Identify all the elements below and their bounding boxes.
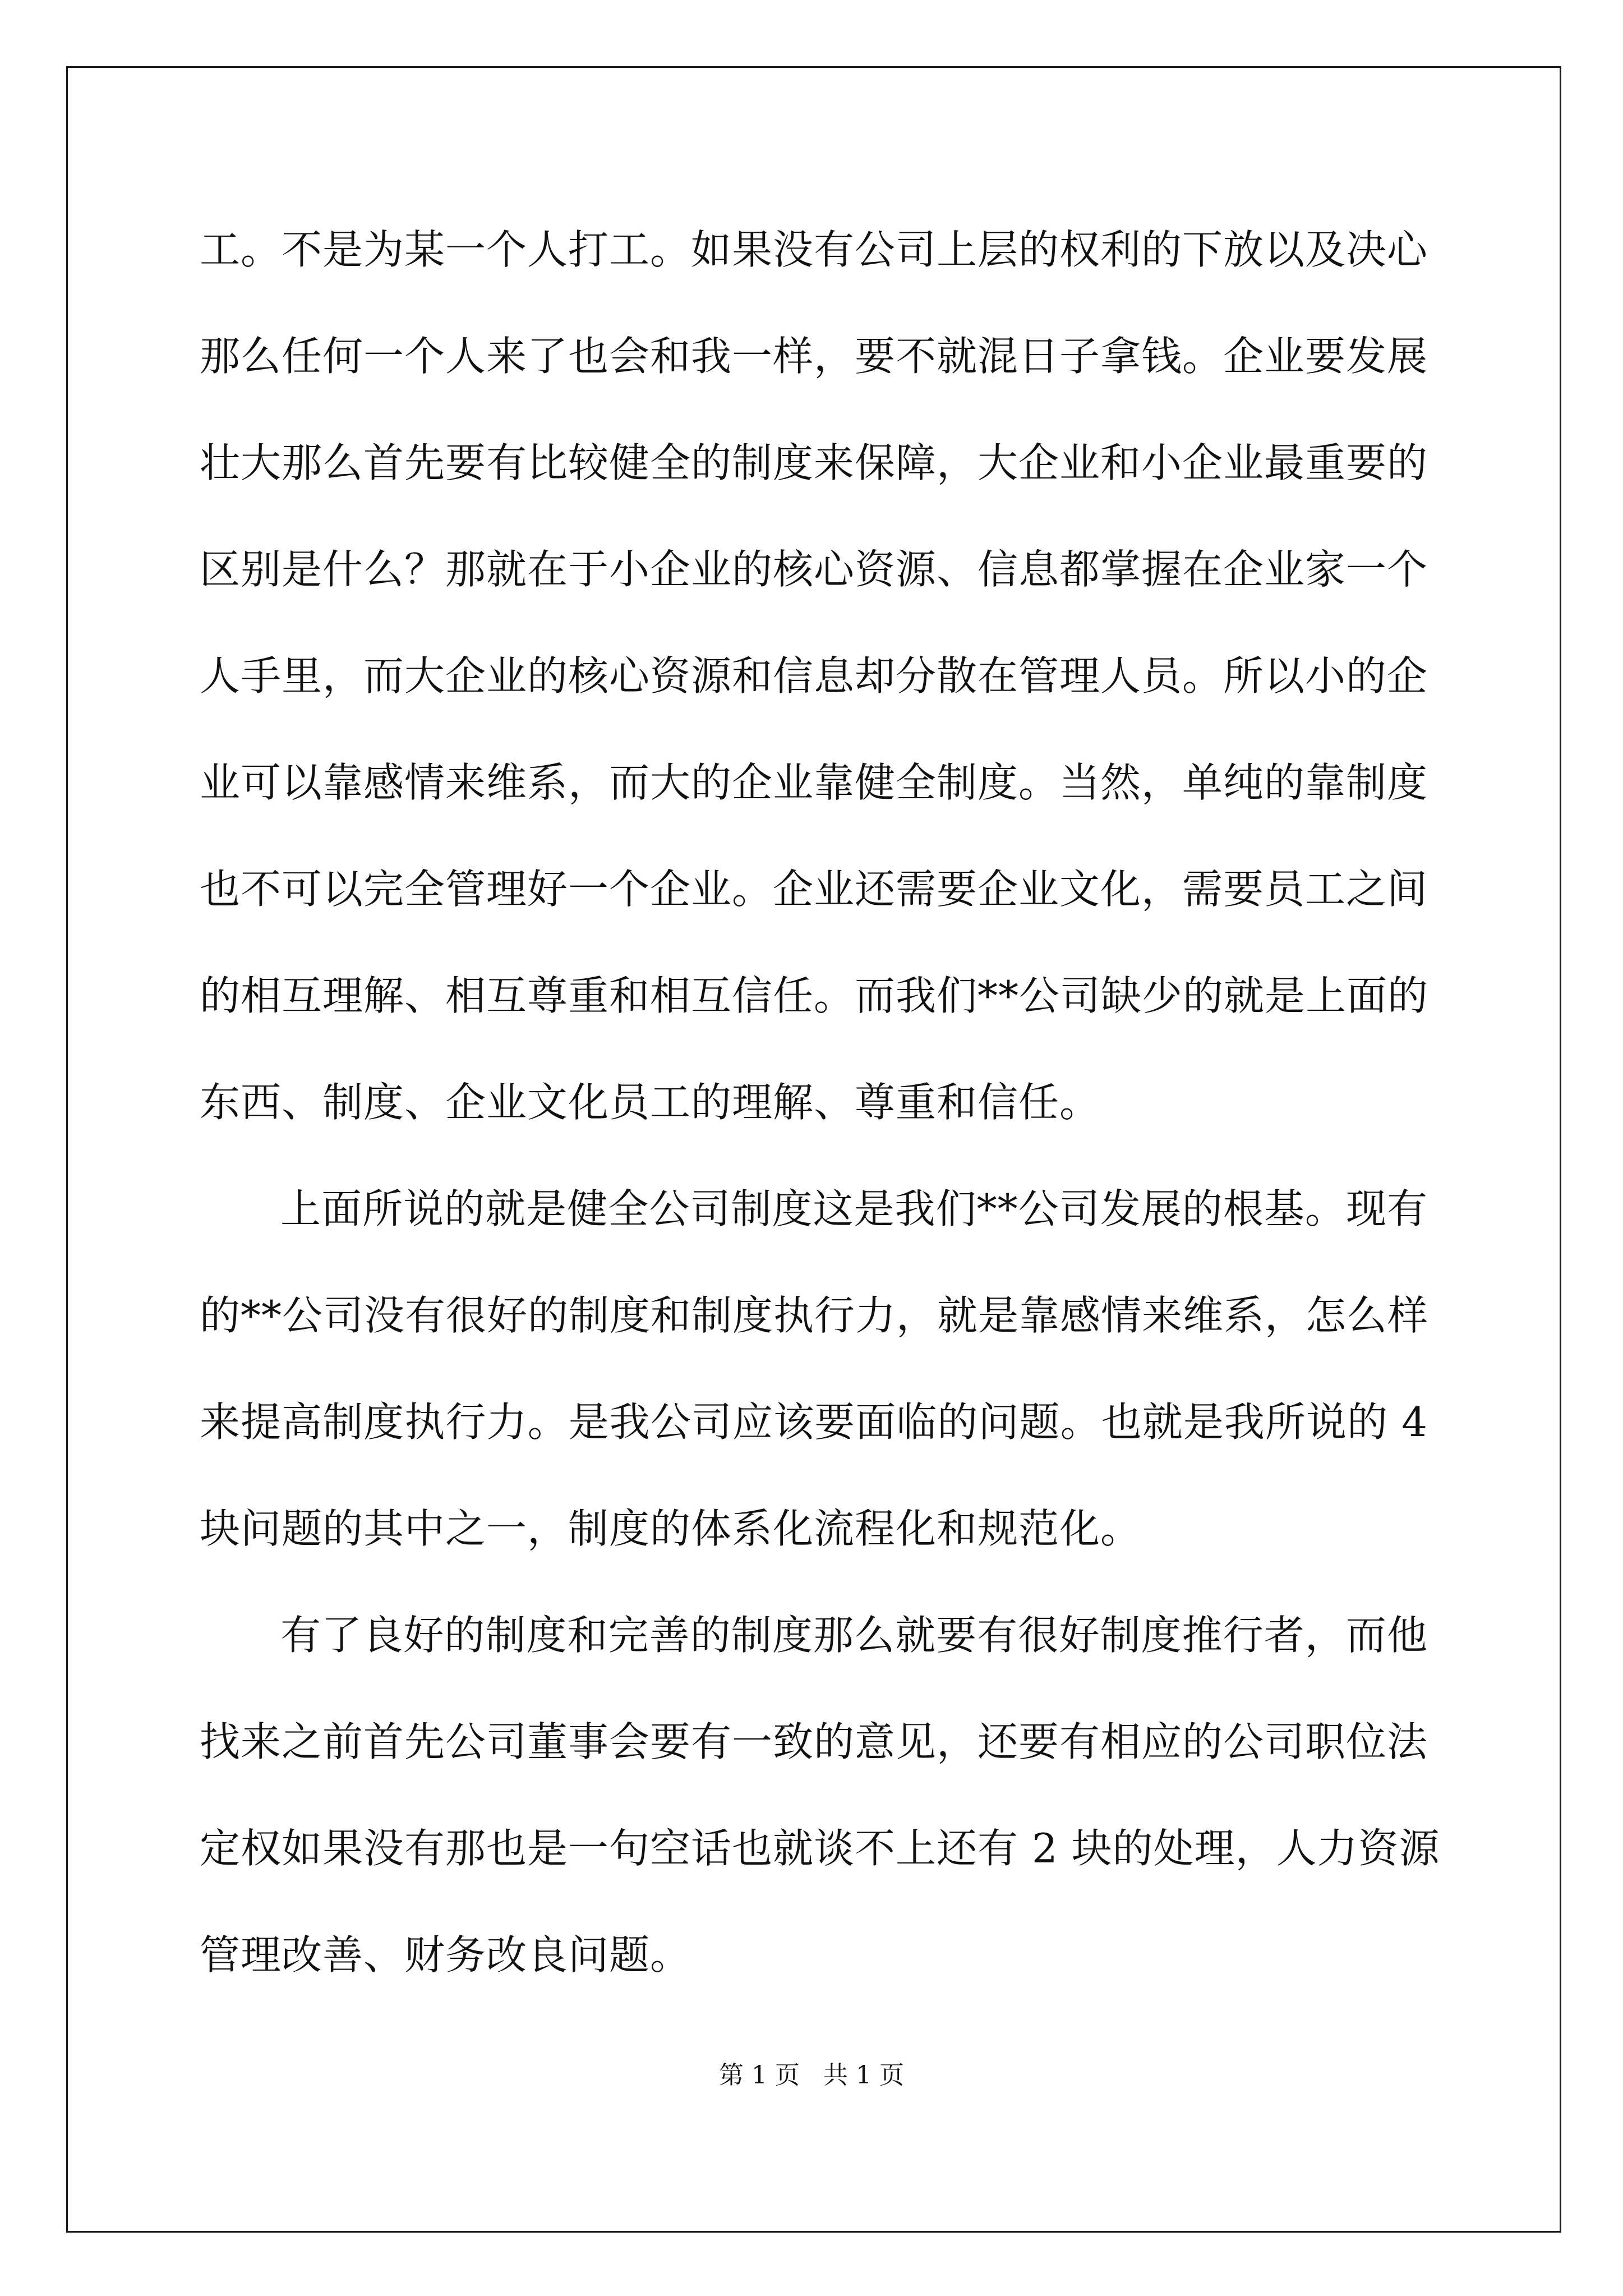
paragraph-1-line-1: 工。不是为某一个人打工。如果没有公司上层的权利的下放以及决心 xyxy=(200,226,1428,273)
paragraph-1-line-9: 东西、制度、企业文化员工的理解、尊重和信任。 xyxy=(200,1079,1101,1126)
paragraph-3-line-1: 有了良好的制度和完善的制度那么就要有很好制度推行者，而他 xyxy=(280,1612,1428,1659)
paragraph-1-line-2: 那么任何一个人来了也会和我一样，要不就混日子拿钱。企业要发展 xyxy=(200,333,1428,380)
paragraph-1-line-4: 区别是什么？那就在于小企业的核心资源、信息都掌握在企业家一个 xyxy=(200,546,1428,593)
paragraph-1-line-3: 壮大那么首先要有比较健全的制度来保障，大企业和小企业最重要的 xyxy=(200,439,1428,486)
paragraph-3-line-2: 找来之前首先公司董事会要有一致的意见，还要有相应的公司职位法 xyxy=(200,1718,1428,1765)
paragraph-1-line-6: 业可以靠感情来维系，而大的企业靠健全制度。当然，单纯的靠制度 xyxy=(200,759,1428,806)
paragraph-2-line-2: 的**公司没有很好的制度和制度执行力，就是靠感情来维系，怎么样 xyxy=(200,1292,1429,1339)
paragraph-2-line-1: 上面所说的就是健全公司制度这是我们**公司发展的根基。现有 xyxy=(280,1185,1428,1232)
page-border xyxy=(66,66,1561,2233)
paragraph-1-line-7: 也不可以完全管理好一个企业。企业还需要企业文化，需要员工之间 xyxy=(200,866,1428,913)
paragraph-1-line-5: 人手里，而大企业的核心资源和信息却分散在管理人员。所以小的企 xyxy=(200,652,1428,700)
paragraph-3-line-3: 定权如果没有那也是一句空话也就谈不上还有 2 块的处理，人力资源 xyxy=(200,1825,1440,1872)
paragraph-1-line-8: 的相互理解、相互尊重和相互信任。而我们**公司缺少的就是上面的 xyxy=(200,972,1429,1019)
paragraph-2-line-4: 块问题的其中之一，制度的体系化流程化和规范化。 xyxy=(200,1505,1142,1552)
page-number-footer: 第 1 页 共 1 页 xyxy=(719,2061,904,2090)
paragraph-2-line-3: 来提高制度执行力。是我公司应该要面临的问题。也就是我所说的 4 xyxy=(200,1398,1428,1446)
paragraph-3-line-4: 管理改善、财务改良问题。 xyxy=(200,1931,691,1978)
